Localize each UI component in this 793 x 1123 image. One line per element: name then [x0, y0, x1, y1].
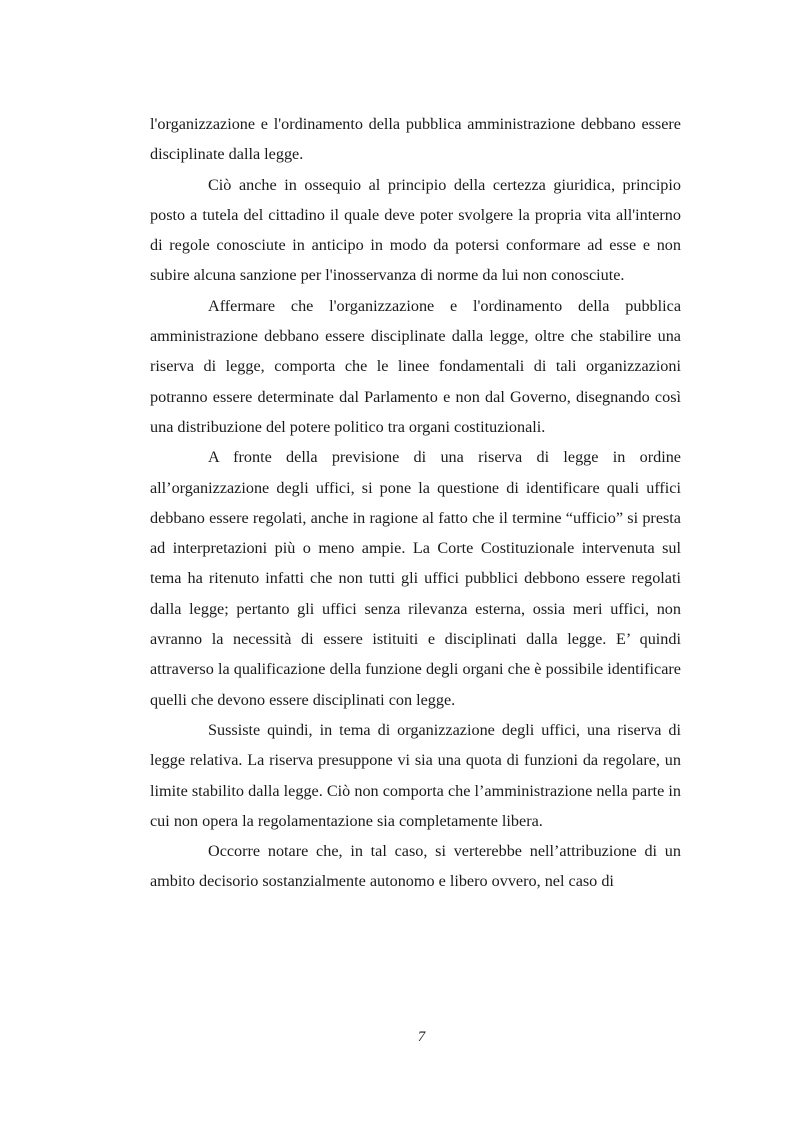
- paragraph-1: l'organizzazione e l'ordinamento della pubblica amministrazione debbano essere disciplinate dalla legge.: [150, 115, 681, 164]
- paragraph-4: A fronte della previsione di una riserva di legge in ordine all’organizzazione degli uffici, si pone la questione di identificare quali uffici debbano essere regolati, anche in ragione al fatto che il termine “ufficio” si presta ad interpretazioni più o meno ampie. La Corte Costituzionale intervenuta sul tema ha ritenuto infatti che non tutti gli uffici pubblici debbono essere regolati dalla legge; pertanto gli uffici senza rilevanza esterna, ossia meri uffici, non avranno la necessità di essere istituiti e disciplinati dalla legge. E’ quindi attraverso la qualificazione della funzione degli organi che è possibile identificare quelli che devono essere disciplinati con legge.: [150, 448, 681, 709]
- paragraph-3: Affermare che l'organizzazione e l'ordinamento della pubblica amministrazione debbano essere disciplinate dalla legge, oltre che stabilire una riserva di legge, comporta che le linee fondamentali di tali organizzazioni potranno essere determinate dal Parlamento e non dal Governo, disegnando così una distribuzione del potere politico tra organi costituzionali.: [150, 296, 681, 436]
- paragraph-6: Occorre notare che, in tal caso, si verterebbe nell’attribuzione di un ambito decisorio sostanzialmente autonomo e libero ovvero, nel caso di: [150, 842, 681, 891]
- paragraph-5: Sussiste quindi, in tema di organizzazione degli uffici, una riserva di legge relativa. La riserva presuppone vi sia una quota di funzioni da regolare, un limite stabilito dalla legge. Ciò non comporta che l’amministrazione nella parte in cui non opera la regolamentazione sia completamente libera.: [150, 720, 681, 830]
- page-number: 7: [417, 1029, 426, 1045]
- paragraph-2: Ciò anche in ossequio al principio della certezza giuridica, principio posto a tutela del cittadino il quale deve poter svolgere la propria vita all'interno di regole conosciute in anticipo in modo da potersi conformare ad esse e non subire alcuna sanzione per l'inosservanza di norme da lui non conosciute.: [150, 175, 681, 285]
- page-body: [150, 109, 681, 897]
